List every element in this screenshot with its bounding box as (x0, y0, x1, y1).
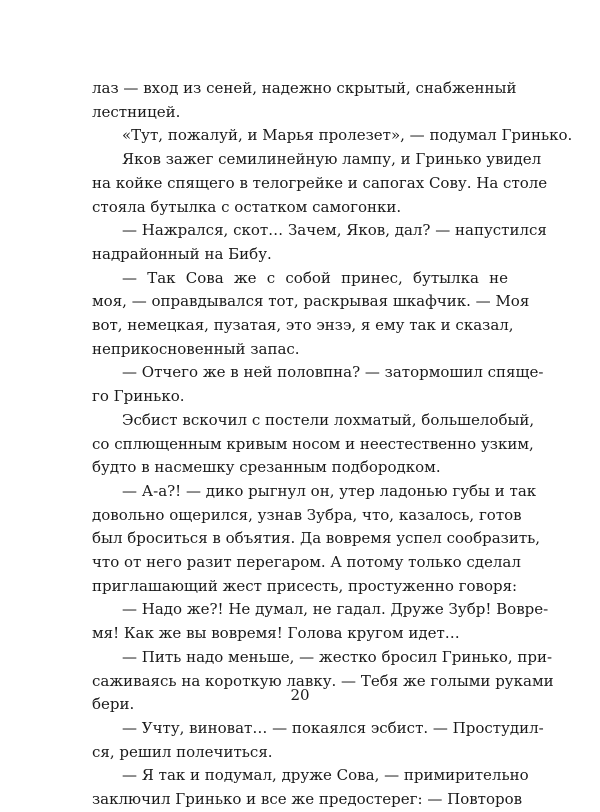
text-line: Яков зажег семилинейную лампу, и Гринько увидел (122, 150, 542, 169)
text-line: неприкосновенный запас. (92, 339, 300, 358)
text-line: моя, — оправдывался тот, раскрывая шкафчик. — Моя (92, 292, 530, 311)
text-line: что от него разит перегаром. А потому только сделал (92, 553, 521, 572)
text-line: «Тут, пожалуй, и Марья пролезет», — подумал Гринько. (122, 126, 573, 145)
text-line: Эсбист вскочил с постели лохматый, большелобый, (122, 410, 535, 429)
text-line: надрайонный на Бибу. (92, 244, 272, 263)
text-line: — Так Сова же с собой принес, бутылка не (122, 268, 508, 287)
text-line: лестницей. (92, 102, 181, 121)
text-line: со сплющенным кривым носом и неестественно узким, (92, 434, 534, 453)
text-line: стояла бутылка с остатком самогонки. (92, 197, 402, 216)
text-line: был броситься в объятия. Да вовремя успел сообразить, (92, 529, 541, 548)
text-line: вот, немецкая, пузатая, это энзэ, я ему так и сказал, (92, 316, 514, 335)
text-line: — А-а?! — дико рыгнул он, утер ладонью губы и так (122, 481, 537, 500)
text-line: — Я так и подумал, друже Сова, — примирительно (122, 766, 529, 785)
text-line: на койке спящего в телогрейке и сапогах Сову. На столе (92, 173, 548, 192)
text-line: мя! Как же вы вовремя! Голова кругом идет… (92, 624, 460, 643)
text-line: — Отчего же в ней половпна? — затормошил спяще- (122, 363, 544, 382)
text-line: саживаясь на короткую лавку. — Тебя же голыми руками (92, 671, 554, 690)
text-line: — Надо же?! Не думал, не гадал. Друже Зубр! Вовре- (122, 600, 549, 619)
text-line: бери. (92, 695, 135, 714)
page-number: 20 (290, 686, 310, 704)
text-line: ся, решил полечиться. (92, 742, 273, 761)
text-line: — Пить надо меньше, — жестко бросил Гринько, при- (122, 647, 553, 666)
text-line: — Учту, виноват… — покаялся эсбист. — Простудил- (122, 718, 544, 737)
text-line: го Гринько. (92, 387, 185, 406)
text-line: — Нажрался, скот… Зачем, Яков, дал? — напустился (122, 221, 547, 240)
text-line: будто в насмешку срезанным подбородком. (92, 458, 441, 477)
text-line: лаз — вход из сеней, надежно скрытый, снабженный (92, 79, 517, 97)
text-line: довольно ощерился, узнав Зубра, что, казалось, готов (92, 505, 522, 524)
text-line: приглашающий жест присесть, простуженно говоря: (92, 576, 518, 595)
text-line: заключил Гринько и все же предостерег: — Повторов (92, 790, 523, 809)
